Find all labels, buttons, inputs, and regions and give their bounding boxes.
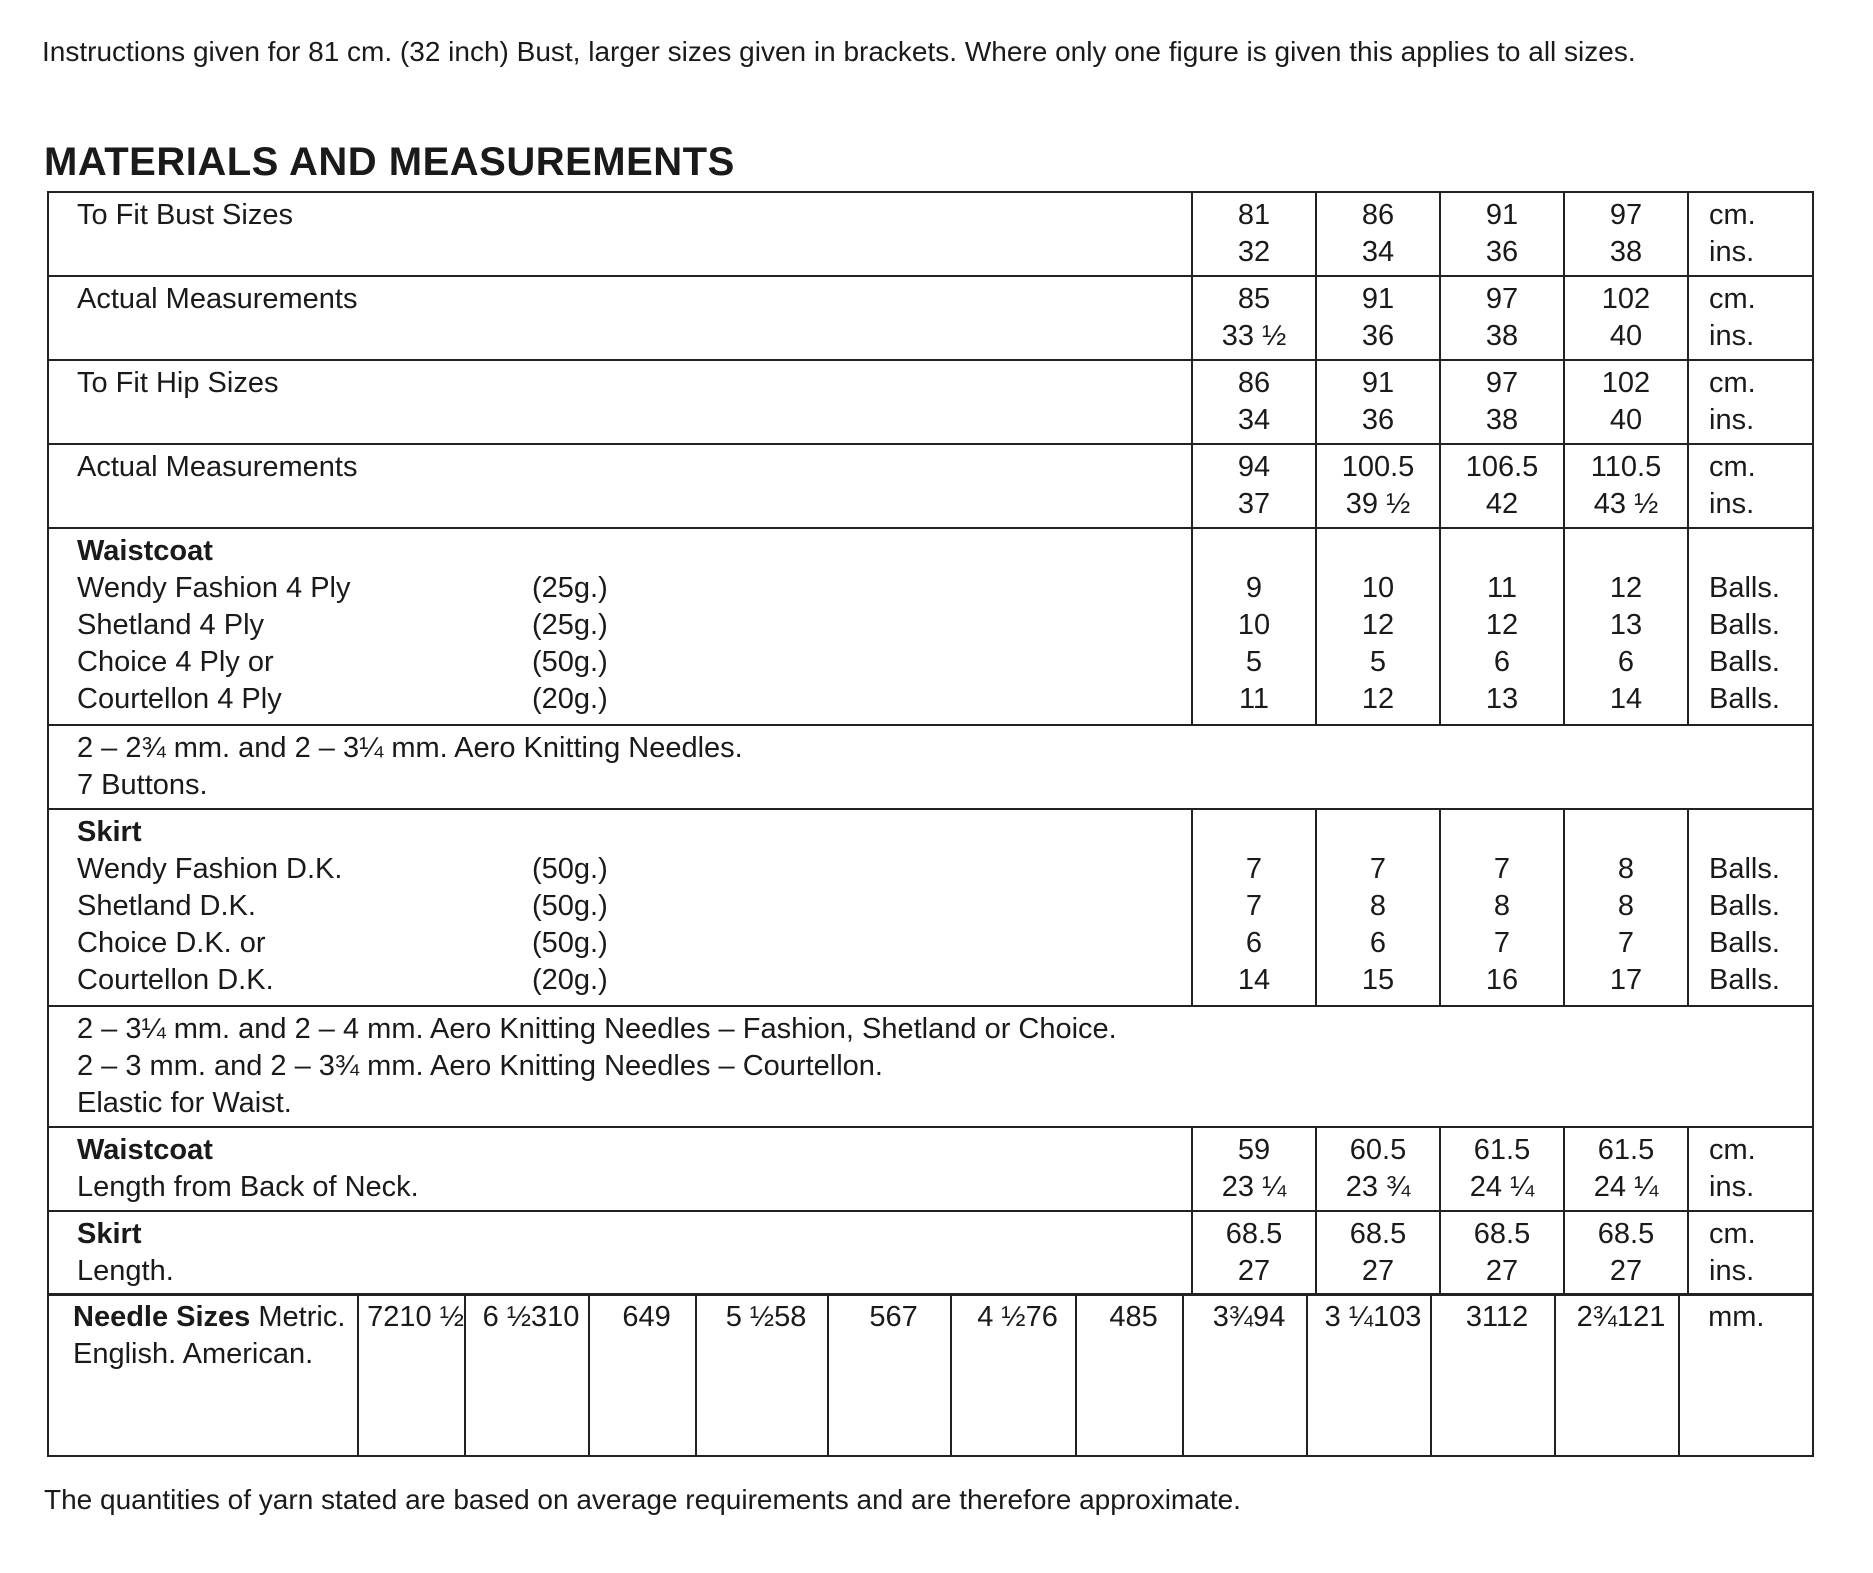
table-row-actual-measurements-hip: Actual Measurements 94 37 100.5 39 ½ 106.5 42 110.5 43 ½ cm. ins. — [48, 444, 1813, 528]
yarn-list: Skirt Wendy Fashion D.K. (50g.) Shetland D.K. (50g.) Choice D.K. or (50g.) Courtellon D.K. (20g.) — [48, 809, 1192, 1006]
table-row-waistcoat-length: Waistcoat Length from Back of Neck. 59 23 ¼ 60.5 23 ¾ 61.5 24 ¼ 61.5 24 ¼ cm. ins. — [48, 1127, 1813, 1211]
yarn-list: Waistcoat Wendy Fashion 4 Ply (25g.) Shetland 4 Ply (25g.) Choice 4 Ply or (50g.) Courtellon 4 Ply (20g.) — [48, 528, 1192, 725]
table-row-needles: Needle Sizes Metric. English. American. 7210 ½ 6 ½310 649 5 ½58 567 4 ½76 485 3¾94 3 ¼103 3112 2¾121 mm. — [48, 1294, 1813, 1456]
table-row-bust: To Fit Bust Sizes 81 32 86 34 91 36 97 38 cm. ins. — [48, 192, 1813, 276]
table-row-actual-measurements: Actual Measurements 85 33 ½ 91 36 97 38 102 40 cm. ins. — [48, 276, 1813, 360]
row-label: Actual Measurements — [48, 276, 1192, 360]
table-row-hip: To Fit Hip Sizes 86 34 91 36 97 38 102 40 cm. ins. — [48, 360, 1813, 444]
table-row-waistcoat-yarn: Waistcoat Wendy Fashion 4 Ply (25g.) Shetland 4 Ply (25g.) Choice 4 Ply or (50g.) Courtellon 4 Ply (20g.) 9 10 5 11 10 12 5 12 11 12 6 13 12 13 6 14 Balls. Balls. Balls. Balls. — [48, 528, 1813, 725]
intro-text: Instructions given for 81 cm. (32 inch) Bust, larger sizes given in brackets. Where only one figure is given this applies to all sizes. — [42, 36, 1636, 67]
page-title: MATERIALS AND MEASUREMENTS — [44, 140, 735, 184]
table-row-skirt-yarn: Skirt Wendy Fashion D.K. (50g.) Shetland D.K. (50g.) Choice D.K. or (50g.) Courtellon D.K. (20g.) 7 7 6 14 7 8 6 15 7 8 7 16 8 8 7 17 Balls. Balls. Balls. Balls. — [48, 809, 1813, 1006]
row-label: Actual Measurements — [48, 444, 1192, 528]
table-row-skirt-length: Skirt Length. 68.5 27 68.5 27 68.5 27 68.5 27 cm. ins. — [48, 1211, 1813, 1295]
row-label: To Fit Hip Sizes — [48, 360, 1192, 444]
table-row-skirt-notes: 2 – 3¼ mm. and 2 – 4 mm. Aero Knitting Needles – Fashion, Shetland or Choice. 2 – 3 mm. and 2 – 3¾ mm. Aero Knitting Needles – Courtellon. Elastic for Waist. — [48, 1006, 1813, 1127]
footnote: The quantities of yarn stated are based on average requirements and are therefore approximate. — [44, 1484, 1241, 1515]
materials-table — [47, 191, 1814, 1296]
table-row-waistcoat-notes: 2 – 2¾ mm. and 2 – 3¼ mm. Aero Knitting Needles. 7 Buttons. — [48, 725, 1813, 809]
row-label: To Fit Bust Sizes — [48, 192, 1192, 276]
needle-sizes-table — [47, 1293, 1814, 1457]
